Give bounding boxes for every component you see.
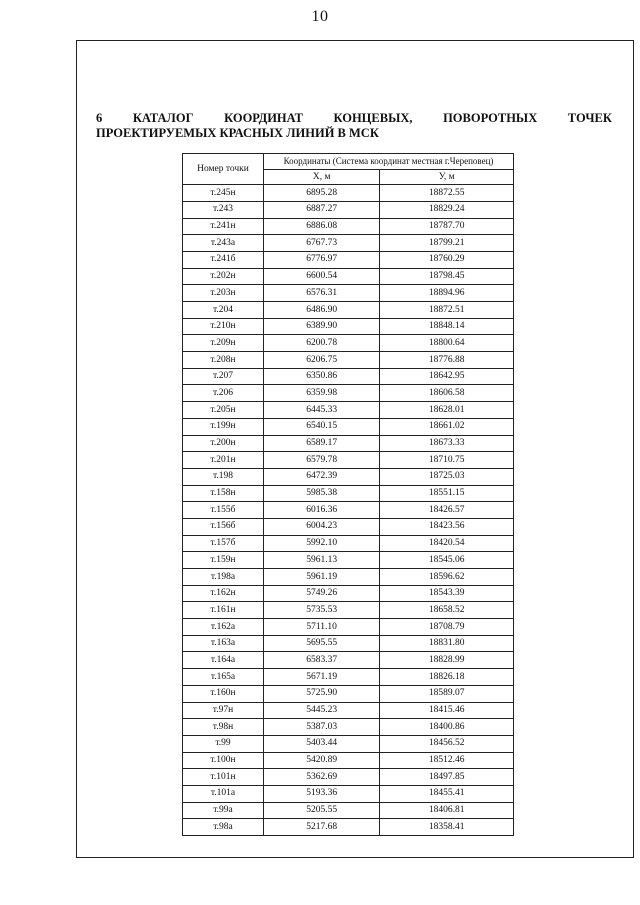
x-coordinate-cell: 5961.19	[264, 569, 380, 586]
x-coordinate-cell: 6600.54	[264, 268, 380, 285]
point-number-cell: т.241н	[183, 218, 264, 235]
y-coordinate-cell: 18673.33	[380, 435, 514, 452]
point-number-cell: т.165а	[183, 669, 264, 686]
table-row	[183, 435, 514, 452]
x-coordinate-cell: 6350.86	[264, 368, 380, 385]
table-row	[183, 552, 514, 569]
table-row	[183, 819, 514, 836]
x-coordinate-cell: 5387.03	[264, 719, 380, 736]
y-coordinate-cell: 18420.54	[380, 535, 514, 552]
coordinates-table	[182, 153, 514, 836]
table-row	[183, 485, 514, 502]
table-row	[183, 785, 514, 802]
x-coordinate-cell: 6886.08	[264, 218, 380, 235]
y-coordinate-cell: 18512.46	[380, 752, 514, 769]
y-coordinate-cell: 18872.51	[380, 302, 514, 319]
y-coordinate-cell: 18543.39	[380, 585, 514, 602]
point-number-cell: т.157б	[183, 535, 264, 552]
table-row	[183, 502, 514, 519]
point-number-cell: т.98н	[183, 719, 264, 736]
x-coordinate-cell: 6583.37	[264, 652, 380, 669]
header-y: У, м	[380, 169, 514, 185]
y-coordinate-cell: 18661.02	[380, 418, 514, 435]
table-row	[183, 285, 514, 302]
x-coordinate-cell: 5671.19	[264, 669, 380, 686]
heading-word: КОНЦЕВЫХ,	[333, 111, 413, 125]
heading-word: ТОЧЕК	[567, 111, 612, 125]
table-body	[183, 185, 514, 836]
y-coordinate-cell: 18415.46	[380, 702, 514, 719]
x-coordinate-cell: 5205.55	[264, 802, 380, 819]
point-number-cell: т.198а	[183, 569, 264, 586]
x-coordinate-cell: 5992.10	[264, 535, 380, 552]
point-number-cell: т.209н	[183, 335, 264, 352]
y-coordinate-cell: 18708.79	[380, 619, 514, 636]
point-number-cell: т.207	[183, 368, 264, 385]
table-row	[183, 352, 514, 369]
y-coordinate-cell: 18725.03	[380, 468, 514, 485]
table-row	[183, 535, 514, 552]
point-number-cell: т.161н	[183, 602, 264, 619]
y-coordinate-cell: 18829.24	[380, 201, 514, 218]
page-number: 10	[311, 8, 329, 25]
y-coordinate-cell: 18828.99	[380, 652, 514, 669]
table-row	[183, 685, 514, 702]
point-number-cell: т.245н	[183, 185, 264, 202]
y-coordinate-cell: 18776.88	[380, 352, 514, 369]
point-number-cell: т.198	[183, 468, 264, 485]
x-coordinate-cell: 6016.36	[264, 502, 380, 519]
x-coordinate-cell: 5420.89	[264, 752, 380, 769]
table-row	[183, 802, 514, 819]
y-coordinate-cell: 18426.57	[380, 502, 514, 519]
point-number-cell: т.206	[183, 385, 264, 402]
x-coordinate-cell: 6206.75	[264, 352, 380, 369]
point-number-cell: т.100н	[183, 752, 264, 769]
y-coordinate-cell: 18589.07	[380, 685, 514, 702]
table-row	[183, 468, 514, 485]
table-row	[183, 251, 514, 268]
y-coordinate-cell: 18358.41	[380, 819, 514, 836]
x-coordinate-cell: 6359.98	[264, 385, 380, 402]
x-coordinate-cell: 5711.10	[264, 619, 380, 636]
point-number-cell: т.99	[183, 735, 264, 752]
y-coordinate-cell: 18658.52	[380, 602, 514, 619]
heading-line-1	[96, 111, 612, 126]
point-number-cell: т.160н	[183, 685, 264, 702]
table-row	[183, 302, 514, 319]
point-number-cell: т.243	[183, 201, 264, 218]
point-number-cell: т.241б	[183, 251, 264, 268]
y-coordinate-cell: 18497.85	[380, 769, 514, 786]
x-coordinate-cell: 5735.53	[264, 602, 380, 619]
y-coordinate-cell: 18798.45	[380, 268, 514, 285]
x-coordinate-cell: 6767.73	[264, 235, 380, 252]
heading-word: 6	[96, 111, 103, 125]
point-number-cell: т.208н	[183, 352, 264, 369]
y-coordinate-cell: 18787.70	[380, 218, 514, 235]
point-number-cell: т.97н	[183, 702, 264, 719]
point-number-cell: т.200н	[183, 435, 264, 452]
point-number-cell: т.156б	[183, 518, 264, 535]
point-number-cell: т.158н	[183, 485, 264, 502]
x-coordinate-cell: 5445.23	[264, 702, 380, 719]
table-row	[183, 602, 514, 619]
header-x: Х, м	[264, 169, 380, 185]
table-row	[183, 652, 514, 669]
y-coordinate-cell: 18894.96	[380, 285, 514, 302]
y-coordinate-cell: 18456.52	[380, 735, 514, 752]
y-coordinate-cell: 18642.95	[380, 368, 514, 385]
x-coordinate-cell: 6895.28	[264, 185, 380, 202]
x-coordinate-cell: 6004.23	[264, 518, 380, 535]
x-coordinate-cell: 5403.44	[264, 735, 380, 752]
header-point-number: Номер точки	[183, 154, 264, 185]
section-heading	[96, 111, 612, 141]
y-coordinate-cell: 18423.56	[380, 518, 514, 535]
x-coordinate-cell: 6776.97	[264, 251, 380, 268]
heading-word: КАТАЛОГ	[132, 111, 194, 125]
table-row	[183, 418, 514, 435]
table-row	[183, 569, 514, 586]
x-coordinate-cell: 5985.38	[264, 485, 380, 502]
point-number-cell: т.101н	[183, 769, 264, 786]
table-row	[183, 402, 514, 419]
point-number-cell: т.203н	[183, 285, 264, 302]
y-coordinate-cell: 18831.80	[380, 635, 514, 652]
heading-word: ПОВОРОТНЫХ	[443, 111, 538, 125]
table-row	[183, 735, 514, 752]
x-coordinate-cell: 6579.78	[264, 452, 380, 469]
x-coordinate-cell: 5749.26	[264, 585, 380, 602]
x-coordinate-cell: 6589.17	[264, 435, 380, 452]
table-row	[183, 719, 514, 736]
x-coordinate-cell: 6389.90	[264, 318, 380, 335]
point-number-cell: т.159н	[183, 552, 264, 569]
x-coordinate-cell: 5193.36	[264, 785, 380, 802]
point-number-cell: т.199н	[183, 418, 264, 435]
x-coordinate-cell: 6540.15	[264, 418, 380, 435]
point-number-cell: т.163а	[183, 635, 264, 652]
y-coordinate-cell: 18406.81	[380, 802, 514, 819]
y-coordinate-cell: 18551.15	[380, 485, 514, 502]
y-coordinate-cell: 18760.29	[380, 251, 514, 268]
table-row	[183, 702, 514, 719]
x-coordinate-cell: 5217.68	[264, 819, 380, 836]
table-row	[183, 518, 514, 535]
table-row	[183, 752, 514, 769]
y-coordinate-cell: 18400.86	[380, 719, 514, 736]
table-row	[183, 268, 514, 285]
y-coordinate-cell: 18710.75	[380, 452, 514, 469]
point-number-cell: т.205н	[183, 402, 264, 419]
x-coordinate-cell: 6472.39	[264, 468, 380, 485]
x-coordinate-cell: 6486.90	[264, 302, 380, 319]
point-number-cell: т.162н	[183, 585, 264, 602]
heading-line-2: ПРОЕКТИРУЕМЫХ КРАСНЫХ ЛИНИЙ В МСК	[96, 126, 379, 140]
point-number-cell: т.243а	[183, 235, 264, 252]
table-row	[183, 218, 514, 235]
y-coordinate-cell: 18606.58	[380, 385, 514, 402]
heading-word: КООРДИНАТ	[224, 111, 303, 125]
point-number-cell: т.162а	[183, 619, 264, 636]
point-number-cell: т.155б	[183, 502, 264, 519]
x-coordinate-cell: 6887.27	[264, 201, 380, 218]
point-number-cell: т.164а	[183, 652, 264, 669]
table-row	[183, 635, 514, 652]
point-number-cell: т.101а	[183, 785, 264, 802]
y-coordinate-cell: 18826.18	[380, 669, 514, 686]
point-number-cell: т.202н	[183, 268, 264, 285]
x-coordinate-cell: 5725.90	[264, 685, 380, 702]
table-row	[183, 769, 514, 786]
table-row	[183, 368, 514, 385]
table-row	[183, 318, 514, 335]
table-row	[183, 235, 514, 252]
x-coordinate-cell: 6576.31	[264, 285, 380, 302]
table-row	[183, 201, 514, 218]
x-coordinate-cell: 6200.78	[264, 335, 380, 352]
y-coordinate-cell: 18848.14	[380, 318, 514, 335]
point-number-cell: т.210н	[183, 318, 264, 335]
table-row	[183, 619, 514, 636]
table-row	[183, 335, 514, 352]
y-coordinate-cell: 18545.06	[380, 552, 514, 569]
x-coordinate-cell: 6445.33	[264, 402, 380, 419]
point-number-cell: т.201н	[183, 452, 264, 469]
y-coordinate-cell: 18872.55	[380, 185, 514, 202]
point-number-cell: т.99а	[183, 802, 264, 819]
y-coordinate-cell: 18628.01	[380, 402, 514, 419]
table-row	[183, 185, 514, 202]
x-coordinate-cell: 5961.13	[264, 552, 380, 569]
header-coordinates: Координаты (Система координат местная г.Череповец)	[264, 154, 514, 170]
table-row	[183, 385, 514, 402]
table-row	[183, 452, 514, 469]
y-coordinate-cell: 18800.64	[380, 335, 514, 352]
y-coordinate-cell: 18455.41	[380, 785, 514, 802]
y-coordinate-cell: 18799.21	[380, 235, 514, 252]
x-coordinate-cell: 5695.55	[264, 635, 380, 652]
table-row	[183, 585, 514, 602]
x-coordinate-cell: 5362.69	[264, 769, 380, 786]
y-coordinate-cell: 18596.62	[380, 569, 514, 586]
point-number-cell: т.204	[183, 302, 264, 319]
point-number-cell: т.98а	[183, 819, 264, 836]
table-row	[183, 669, 514, 686]
